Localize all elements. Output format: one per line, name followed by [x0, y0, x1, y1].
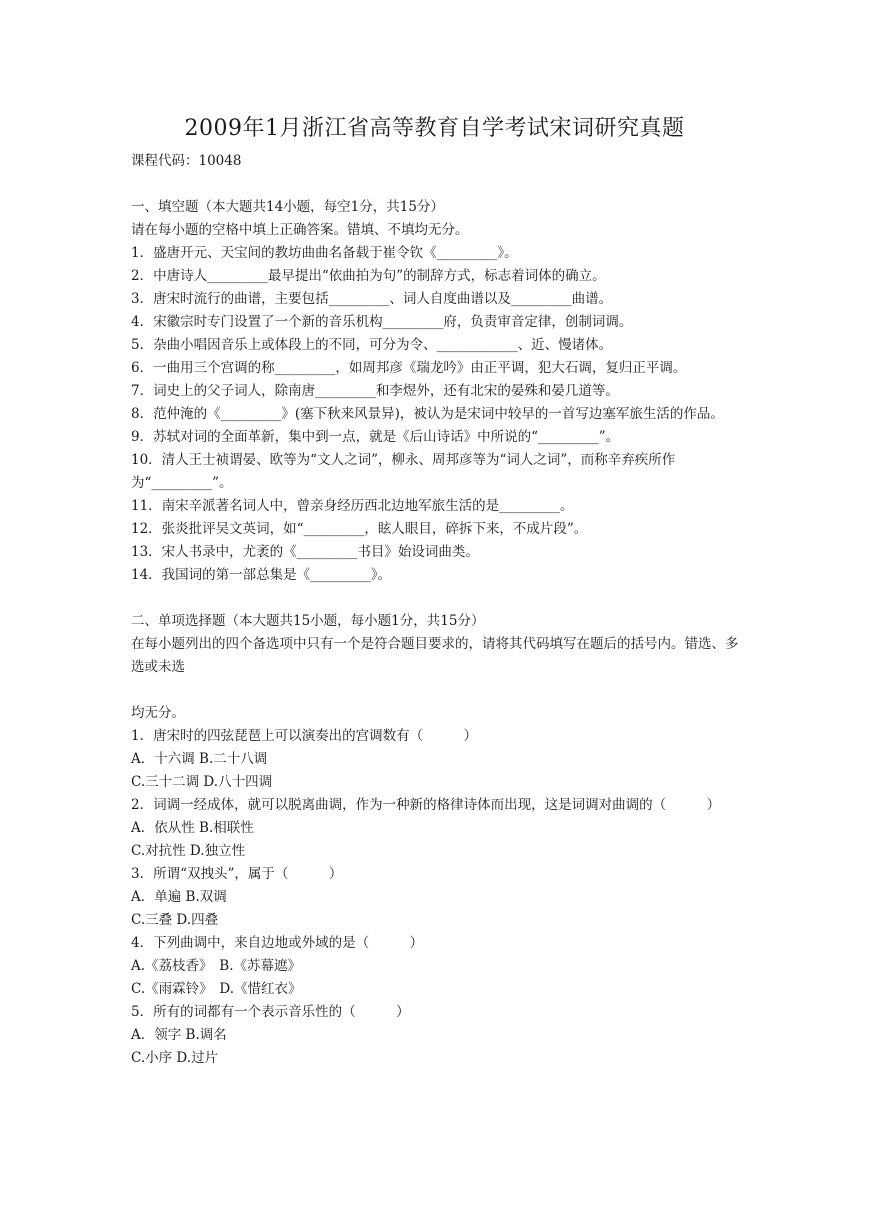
- section1-instruction: 请在每小题的空格中填上正确答案。错填、不填均无分。: [131, 222, 469, 238]
- document-body: [131, 150, 743, 1070]
- fill-question-10: 10．清人王士祯谓晏、欧等为“文人之词”，柳永、周邦彦等为“词人之词”，而称辛弃疾所作为“_________”。: [131, 452, 676, 491]
- choice-question-3-options-cd: C.三叠 D.四叠: [131, 912, 219, 928]
- section1-heading: 一、填空题（本大题共14小题，每空1分，共15分）: [131, 199, 444, 215]
- choice-question-5-options-ab: A．领字 B.调名: [131, 1027, 227, 1043]
- fill-question-12: 12．张炎批评吴文英词，如“_________，眩人眼目，碎拆下来，不成片段”。: [131, 521, 588, 537]
- choice-question-1: 1．唐宋时的四弦琵琶上可以演奏出的宫调数有（ ）: [131, 728, 478, 744]
- fill-question-7: 7．词史上的父子词人，除南唐_________和李煜外，还有北宋的晏殊和晏几道等。: [131, 383, 619, 399]
- course-code: 课程代码：10048: [131, 153, 242, 169]
- choice-question-4-options-ab: A.《荔枝香》 B.《苏幕遮》: [131, 958, 302, 974]
- choice-question-2-options-cd: C.对抗性 D.独立性: [131, 843, 246, 859]
- choice-question-2-options-ab: A．依从性 B.相联性: [131, 820, 254, 836]
- section2-heading: 二、单项选择题（本大题共15小题，每小题1分，共15分）: [131, 613, 485, 629]
- choice-question-5-options-cd: C.小序 D.过片: [131, 1050, 219, 1066]
- spacer: [131, 587, 743, 610]
- section2-instruction: 在每小题列出的四个备选项中只有一个是符合题目要求的，请将其代码填写在题后的括号内。错选、多选或未选: [131, 636, 739, 675]
- fill-question-14: 14．我国词的第一部总集是《_________》。: [131, 567, 392, 583]
- choice-question-1-options-cd: C.三十二调 D.八十四调: [131, 774, 273, 790]
- choice-question-2: 2．词调一经成体，就可以脱离曲调，作为一种新的格律诗体而出现，这是词调对曲调的（ ）: [131, 797, 721, 813]
- fill-question-4: 4．宋徽宗时专门设置了一个新的音乐机构_________府，负责审音定律，创制词调。: [131, 314, 633, 330]
- fill-question-11: 11．南宋辛派著名词人中，曾亲身经历西北边地军旅生活的是_________。: [131, 498, 574, 514]
- choice-question-4: 4．下列曲调中，来自边地或外域的是（ ）: [131, 935, 424, 951]
- spacer: [131, 173, 743, 196]
- fill-question-9: 9．苏轼对词的全面革新，集中到一点，就是《后山诗话》中所说的“_________”。: [131, 429, 620, 445]
- choice-question-4-options-cd: C.《雨霖铃》 D.《惜红衣》: [131, 981, 302, 997]
- fill-question-2: 2．中唐诗人_________最早提出“依曲拍为句”的制辞方式，标志着词体的确立。: [131, 268, 606, 284]
- choice-question-5: 5．所有的词都有一个表示音乐性的（ ）: [131, 1004, 410, 1020]
- fill-question-1: 1．盛唐开元、天宝间的教坊曲曲名备载于崔令钦《_________》。: [131, 245, 518, 261]
- choice-question-3-options-ab: A．单遍 B.双调: [131, 889, 227, 905]
- section2-instruction-cont: 均无分。: [131, 705, 185, 721]
- choice-question-3: 3．所谓“双拽头”，属于（ ）: [131, 866, 343, 882]
- fill-question-5: 5．杂曲小唱因音乐上或体段上的不同，可分为令、____________、近、慢诸体。: [131, 337, 613, 353]
- spacer: [131, 679, 743, 702]
- fill-question-13: 13．宋人书录中，尤袤的《_________书目》始设词曲类。: [131, 544, 479, 560]
- fill-question-8: 8．范仲淹的《_________》(塞下秋来风景异)，被认为是宋词中较早的一首写边塞军旅生活的作品。: [131, 406, 724, 422]
- page-title: 2009年1月浙江省高等教育自学考试宋词研究真题: [184, 116, 685, 141]
- fill-question-3: 3．唐宋时流行的曲谱，主要包括_________、词人自度曲谱以及_________曲谱。: [131, 291, 613, 307]
- fill-question-6: 6．一曲用三个宫调的称_________，如周邦彦《瑞龙吟》由正平调，犯大石调，复归正平调。: [131, 360, 687, 376]
- choice-question-1-options-ab: A．十六调 B.二十八调: [131, 751, 268, 767]
